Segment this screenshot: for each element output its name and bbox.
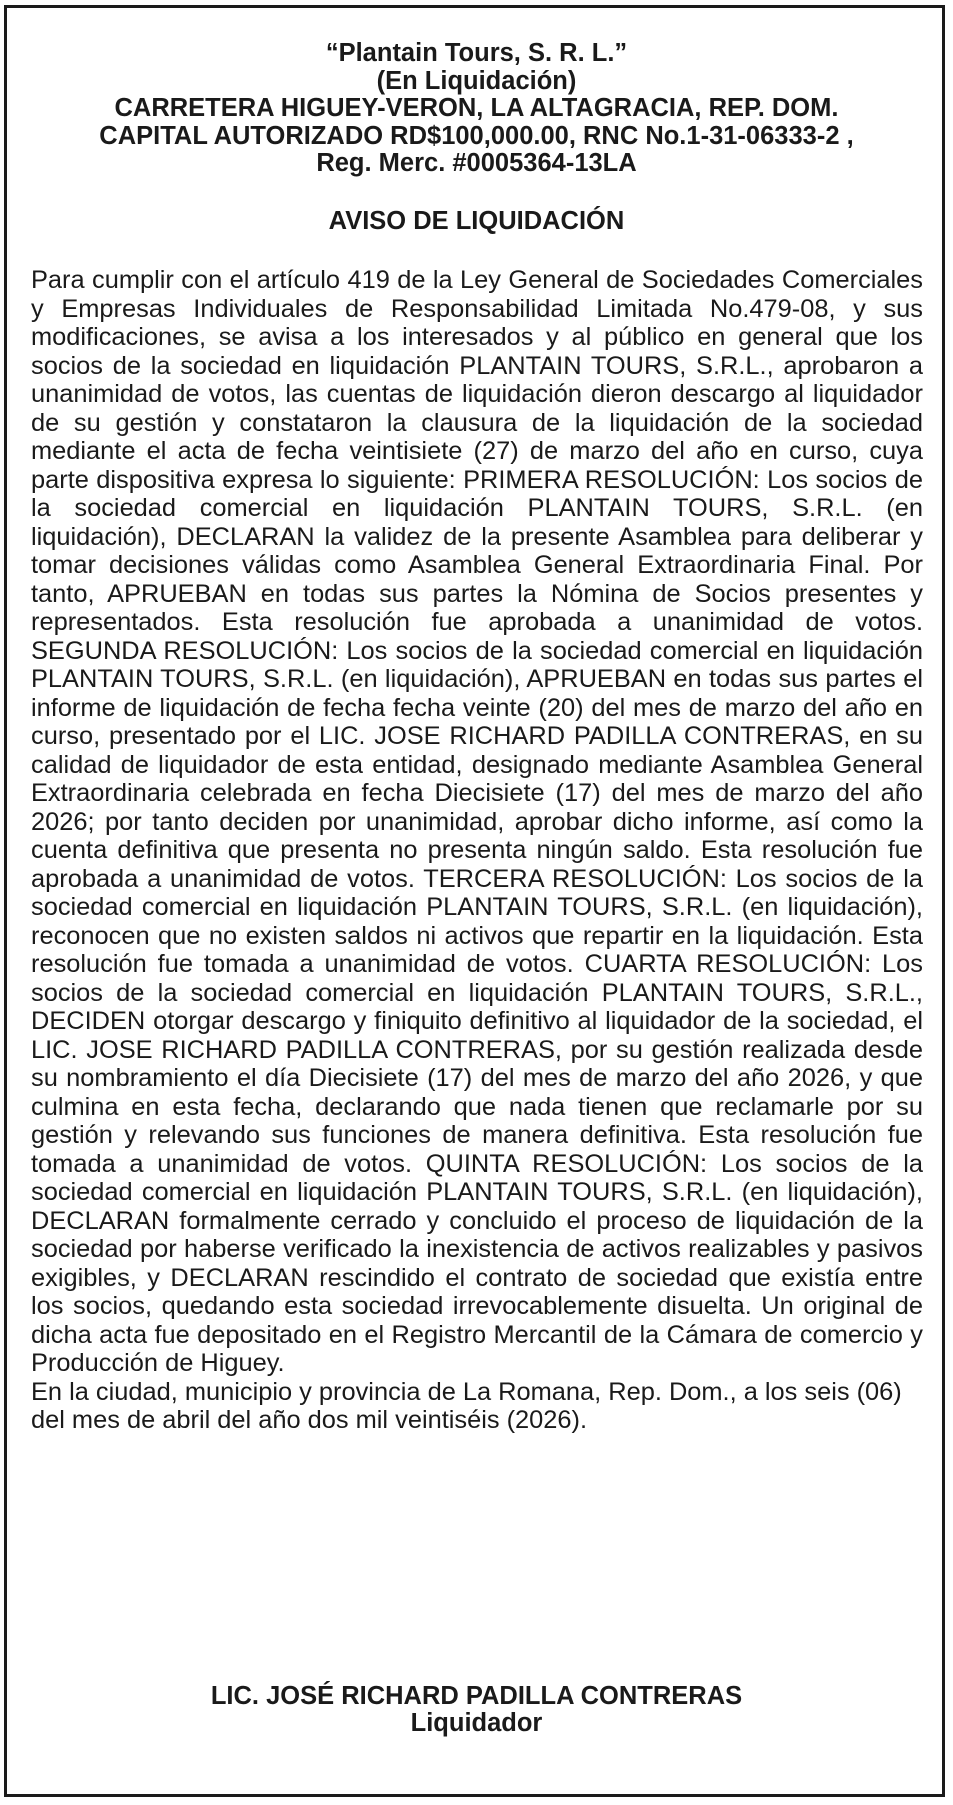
signatory-name: LIC. JOSÉ RICHARD PADILLA CONTRERAS bbox=[210, 1682, 743, 1710]
signatory-role: Liquidador bbox=[410, 1709, 543, 1737]
closing-paragraph: En la ciudad, municipio y provincia de La Romana, Rep. Dom., a los seis (06) del mes de abril del año dos mil veintiséis (2026). bbox=[31, 1377, 902, 1434]
mercantile-registry: Reg. Merc. #0005364-13LA bbox=[316, 149, 637, 177]
body-paragraph: Para cumplir con el artículo 419 de la Ley General de Sociedades Comerciales y Empresas Individuales de Responsabilidad Limitada No.479-08, y sus modificaciones, se avisa a los interesados y al público en general que los socios de la sociedad en liquidación PLANTAIN TOURS, S.R.L., aprobaron a unanimidad de votos, las cuentas de liquidación dieron descargo al liquidador de su gestión y constataron la clausura de la liquidación de la sociedad mediante el acta de fecha veintisiete (27) de marzo del año en curso, cuya parte dispositiva expresa lo siguiente: PRIMERA RESOLUCIÓN: Los socios de la sociedad comercial en liquidación PLANTAIN TOURS, S.R.L. (en liquidación), DECLARAN la validez de la presente Asamblea para deliberar y tomar decisiones válidas como Asamblea General Extraordinaria Final. Por tanto, APRUEBAN en todas sus partes la Nómina de Socios presentes y representados. Esta resolución fue aprobada a unanimidad de votos. SEGUNDA RESOLUCIÓN: Los socios de la sociedad comercial en liquidación PLANTAIN TOURS, S.R.L. (en liquidación), APRUEBAN en todas sus partes el informe de liquidación de fecha fecha veinte (20) del mes de marzo del año en curso, presentado por el LIC. JOSE RICHARD PADILLA CONTRERAS, en su calidad de liquidador de esta entidad, designado mediante Asamblea General Extraordinaria celebrada en fecha Diecisiete (17) del mes de marzo del año 2026; por tanto deciden por unanimidad, aprobar dicho informe, así como la cuenta definitiva que presenta no presenta ningún saldo. Esta resolución fue aprobada a unanimidad de votos. TERCERA RESOLUCIÓN: Los socios de la sociedad comercial en liquidación PLANTAIN TOURS, S.R.L. (en liquidación), reconocen que no existen saldos ni activos que repartir en la liquidación. Esta resolución fue tomada a unanimidad de votos. CUARTA RESOLUCIÓN: Los socios de la sociedad comercial en liquidación PLANTAIN TOURS, S.R.L., DECIDEN otorgar descargo y finiquito definitivo al liquidador de la sociedad, el LIC. JOSE RICHARD PADILLA CONTRERAS, por su gestión realizada desde su nombramiento el día Diecisiete (17) del mes de marzo del año 2026, y que culmina en esta fecha, declarando que nada tienen que reclamarle por su gestión y relevando sus funciones de manera definitiva. Esta resolución fue tomada a unanimidad de votos. QUINTA RESOLUCIÓN: Los socios de la sociedad comercial en liquidación PLANTAIN TOURS, S.R.L. (en liquidación), DECLARAN formalmente cerrado y concluido el proceso de liquidación de la sociedad por haberse verificado la inexistencia de activos realizables y pasivos exigibles, y DECLARAN rescindido el contrato de sociedad que existía entre los socios, quedando esta sociedad irrevocablemente disuelta. Un original de dicha acta fue depositado en el Registro Mercantil de la Cámara de comercio y Producción de Higuey. bbox=[31, 266, 923, 1377]
capital-and-rnc: CAPITAL AUTORIZADO RD$100,000.00, RNC No.1-31-06333-2 , bbox=[99, 121, 854, 150]
signature-block bbox=[0, 1683, 953, 1737]
notice-body bbox=[31, 266, 923, 1435]
company-address: CARRETERA HIGUEY-VERON, LA ALTAGRACIA, REP. DOM. bbox=[114, 94, 839, 122]
notice-header bbox=[0, 40, 953, 178]
liquidation-status: (En Liquidación) bbox=[376, 66, 577, 95]
company-name: “Plantain Tours, S. R. L.” bbox=[325, 39, 628, 67]
notice-title: AVISO DE LIQUIDACIÓN bbox=[328, 207, 625, 235]
